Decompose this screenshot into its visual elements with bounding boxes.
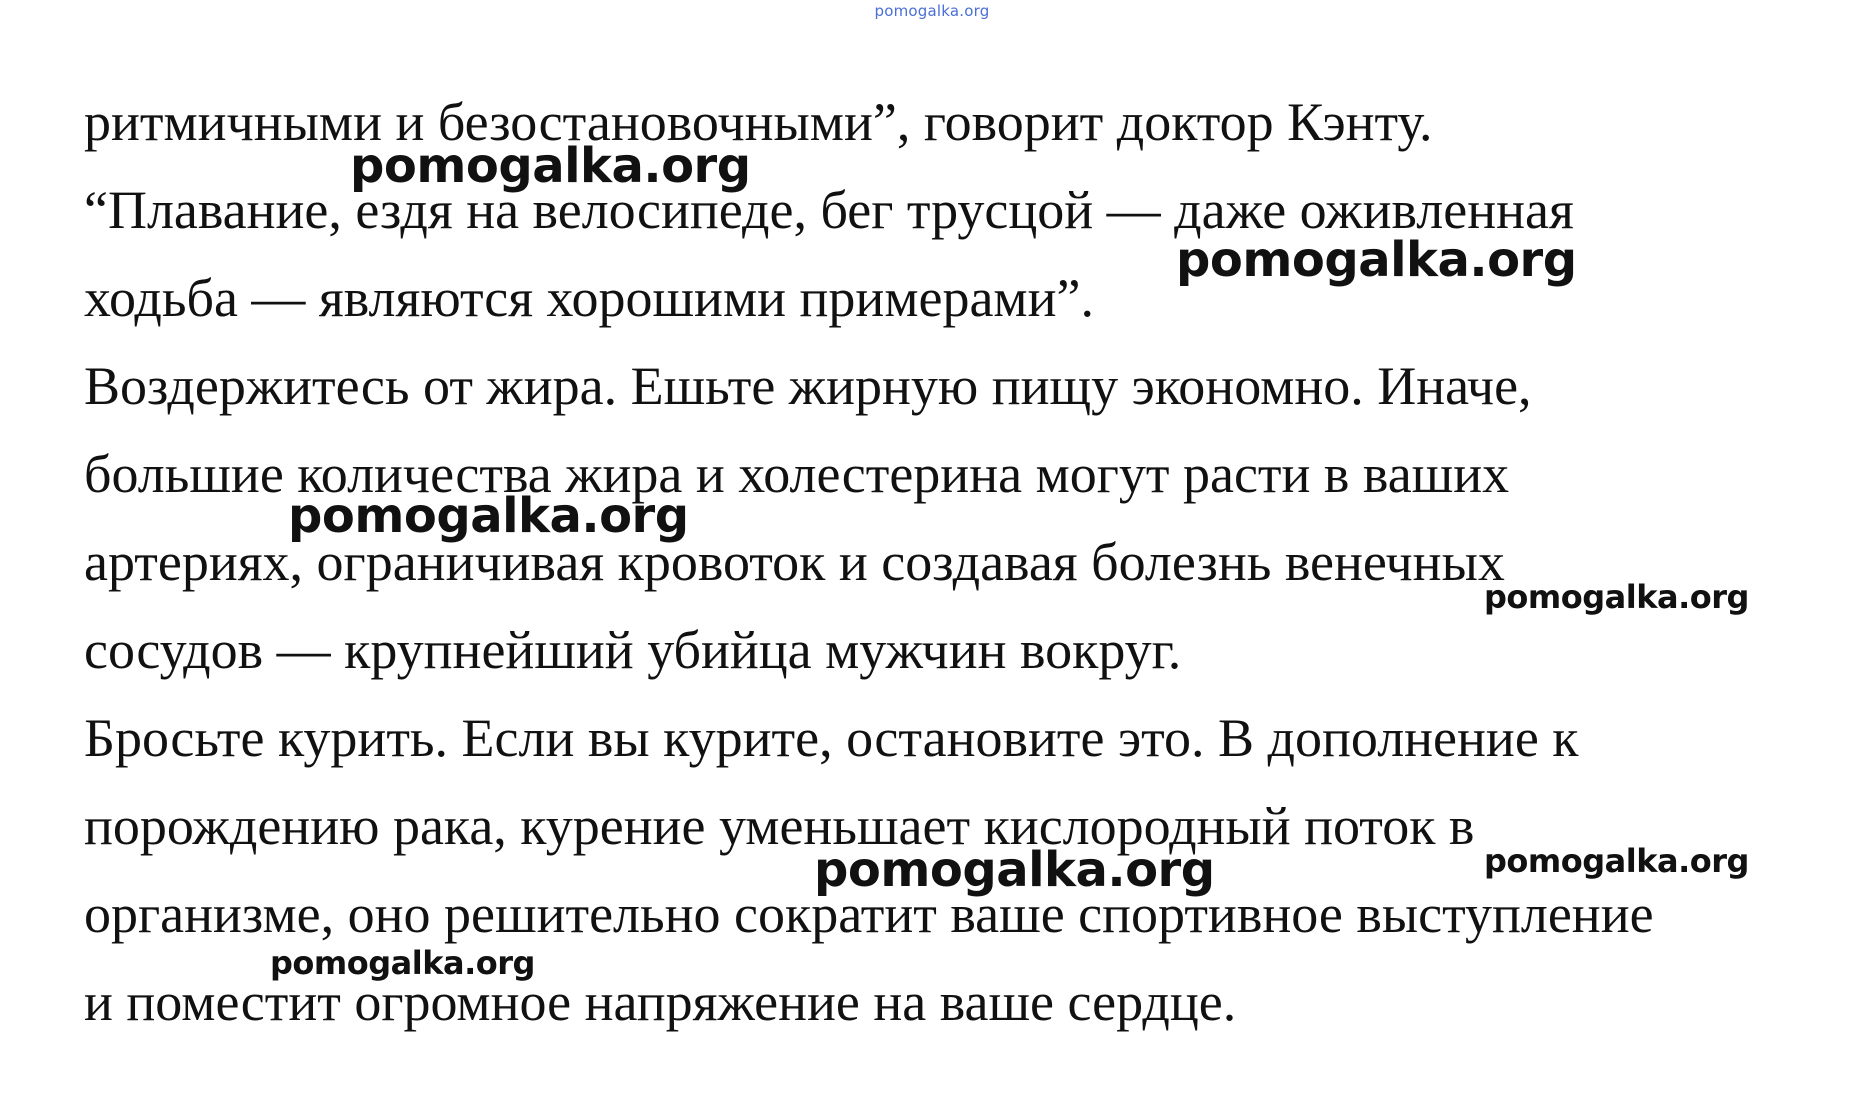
text-line-11: и поместит огромное напряжение на ваше сердце. — [84, 972, 1237, 1032]
text-line-5: большие количества жира и холестерина могут расти в ваших — [84, 444, 1510, 504]
text-line-7: сосудов — крупнейший убийца мужчин вокруг. — [84, 620, 1182, 680]
text-line-4: Воздержитесь от жира. Ешьте жирную пищу экономно. Иначе, — [84, 356, 1532, 416]
text-line-6: артериях, ограничивая кровоток и создавая болезнь венечных — [84, 532, 1505, 592]
text-line-9: порождению рака, курение уменьшает кислородный поток в — [84, 796, 1475, 856]
text-line-10: организме, оно решительно сократит ваше спортивное выступление — [84, 884, 1654, 944]
watermark: pomogalka.org — [1484, 578, 1749, 616]
watermark: pomogalka.org — [288, 488, 689, 544]
site-link[interactable]: pomogalka.org — [874, 2, 990, 20]
watermark: pomogalka.org — [350, 138, 751, 194]
text-line-2: “Плавание, ездя на велосипеде, бег трусцой — даже оживленная — [84, 180, 1574, 240]
watermark: pomogalka.org — [814, 842, 1215, 898]
watermark: pomogalka.org — [1484, 842, 1749, 880]
watermark: pomogalka.org — [1176, 232, 1577, 288]
watermark: pomogalka.org — [270, 944, 535, 982]
text-line-8: Бросьте курить. Если вы курите, остановите это. В дополнение к — [84, 708, 1579, 768]
text-line-3: ходьба — являются хорошими примерами”. — [84, 268, 1094, 328]
text-line-1: ритмичными и безостановочными”, говорит доктор Кэнту. — [84, 92, 1433, 152]
